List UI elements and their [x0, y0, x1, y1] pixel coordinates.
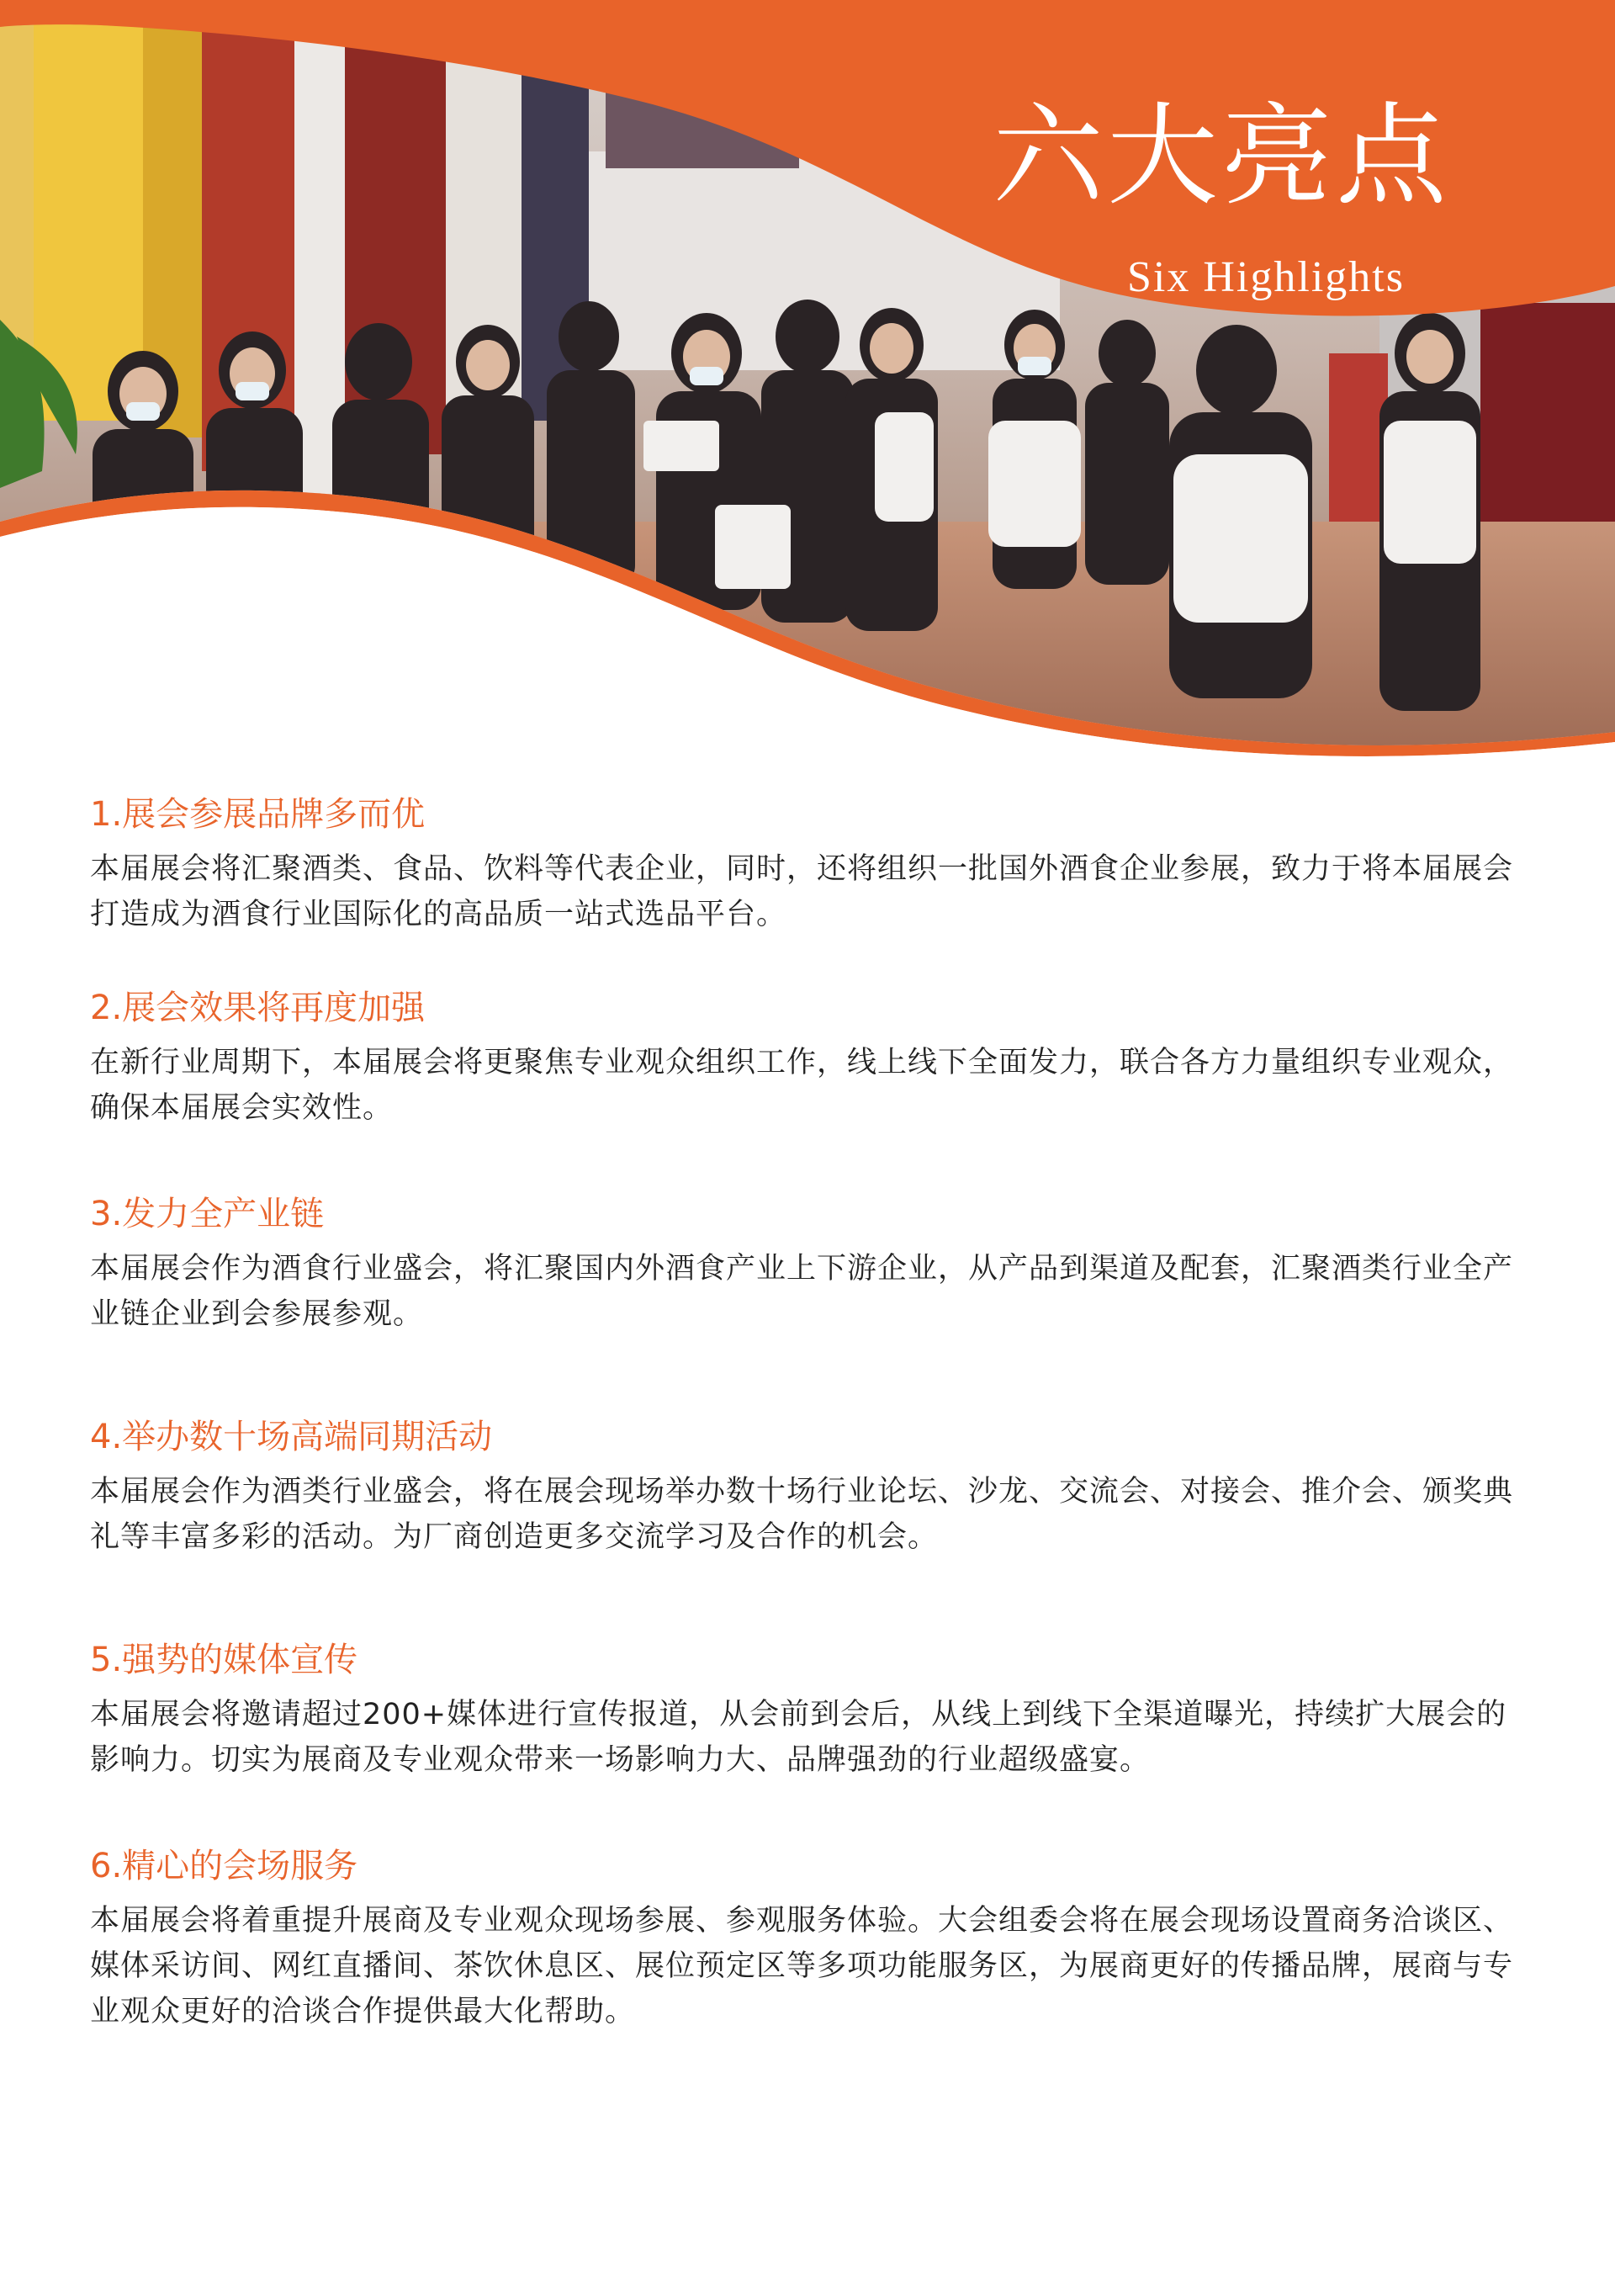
highlight-heading: 4.举办数十场高端同期活动: [90, 1418, 493, 1456]
highlight-heading: 2.展会效果将再度加强: [90, 989, 426, 1027]
highlight-body: 本届展会作为酒类行业盛会，将在展会现场举办数十场行业论坛、沙龙、交流会、对接会、推介会、颁奖典礼等丰富多彩的活动。为厂商创造更多交流学习及合作的机会。: [90, 1475, 1514, 1554]
highlight-body: 本届展会将邀请超过200+媒体进行宣传报道，从会前到会后，从线上到线下全渠道曝光，持续扩大展会的影响力。切实为展商及专业观众带来一场影响力大、品牌强劲的行业超级盛宴。: [90, 1698, 1507, 1777]
page-title: 六大亮点: [993, 92, 1450, 221]
highlight-1: [90, 791, 1528, 937]
highlight-4: [90, 1413, 1528, 1560]
highlight-5: [90, 1636, 1528, 1783]
highlight-heading: 3.发力全产业链: [90, 1195, 325, 1233]
highlight-heading: 1.展会参展品牌多而优: [90, 795, 426, 834]
hero-banner: [0, 0, 1615, 757]
highlight-heading: 6.精心的会场服务: [90, 1847, 358, 1885]
highlight-body: 在新行业周期下，本届展会将更聚焦专业观众组织工作，线上线下全面发力，联合各方力量组织专业观众，确保本届展会实效性。: [90, 1046, 1514, 1125]
highlight-body: 本届展会将着重提升展商及专业观众现场参展、参观服务体验。大会组委会将在展会现场设置商务洽谈区、媒体采访间、网红直播间、茶饮休息区、展位预定区等多项功能服务区，为展商更好的传播品牌，展商与专业观众更好的洽谈合作提供最大化帮助。: [90, 1904, 1514, 2028]
highlight-6: [90, 1843, 1528, 2034]
highlight-body: 本届展会作为酒食行业盛会，将汇聚国内外酒食产业上下游企业，从产品到渠道及配套，汇聚酒类行业全产业链企业到会参展参观。: [90, 1252, 1514, 1331]
highlight-3: [90, 1190, 1528, 1337]
highlight-2: [90, 984, 1528, 1131]
page-subtitle: Six Highlights: [1127, 253, 1405, 301]
highlight-body: 本届展会将汇聚酒类、食品、饮料等代表企业，同时，还将组织一批国外酒食企业参展，致力于将本届展会打造成为酒食行业国际化的高品质一站式选品平台。: [90, 852, 1514, 931]
highlight-heading: 5.强势的媒体宣传: [90, 1641, 358, 1679]
